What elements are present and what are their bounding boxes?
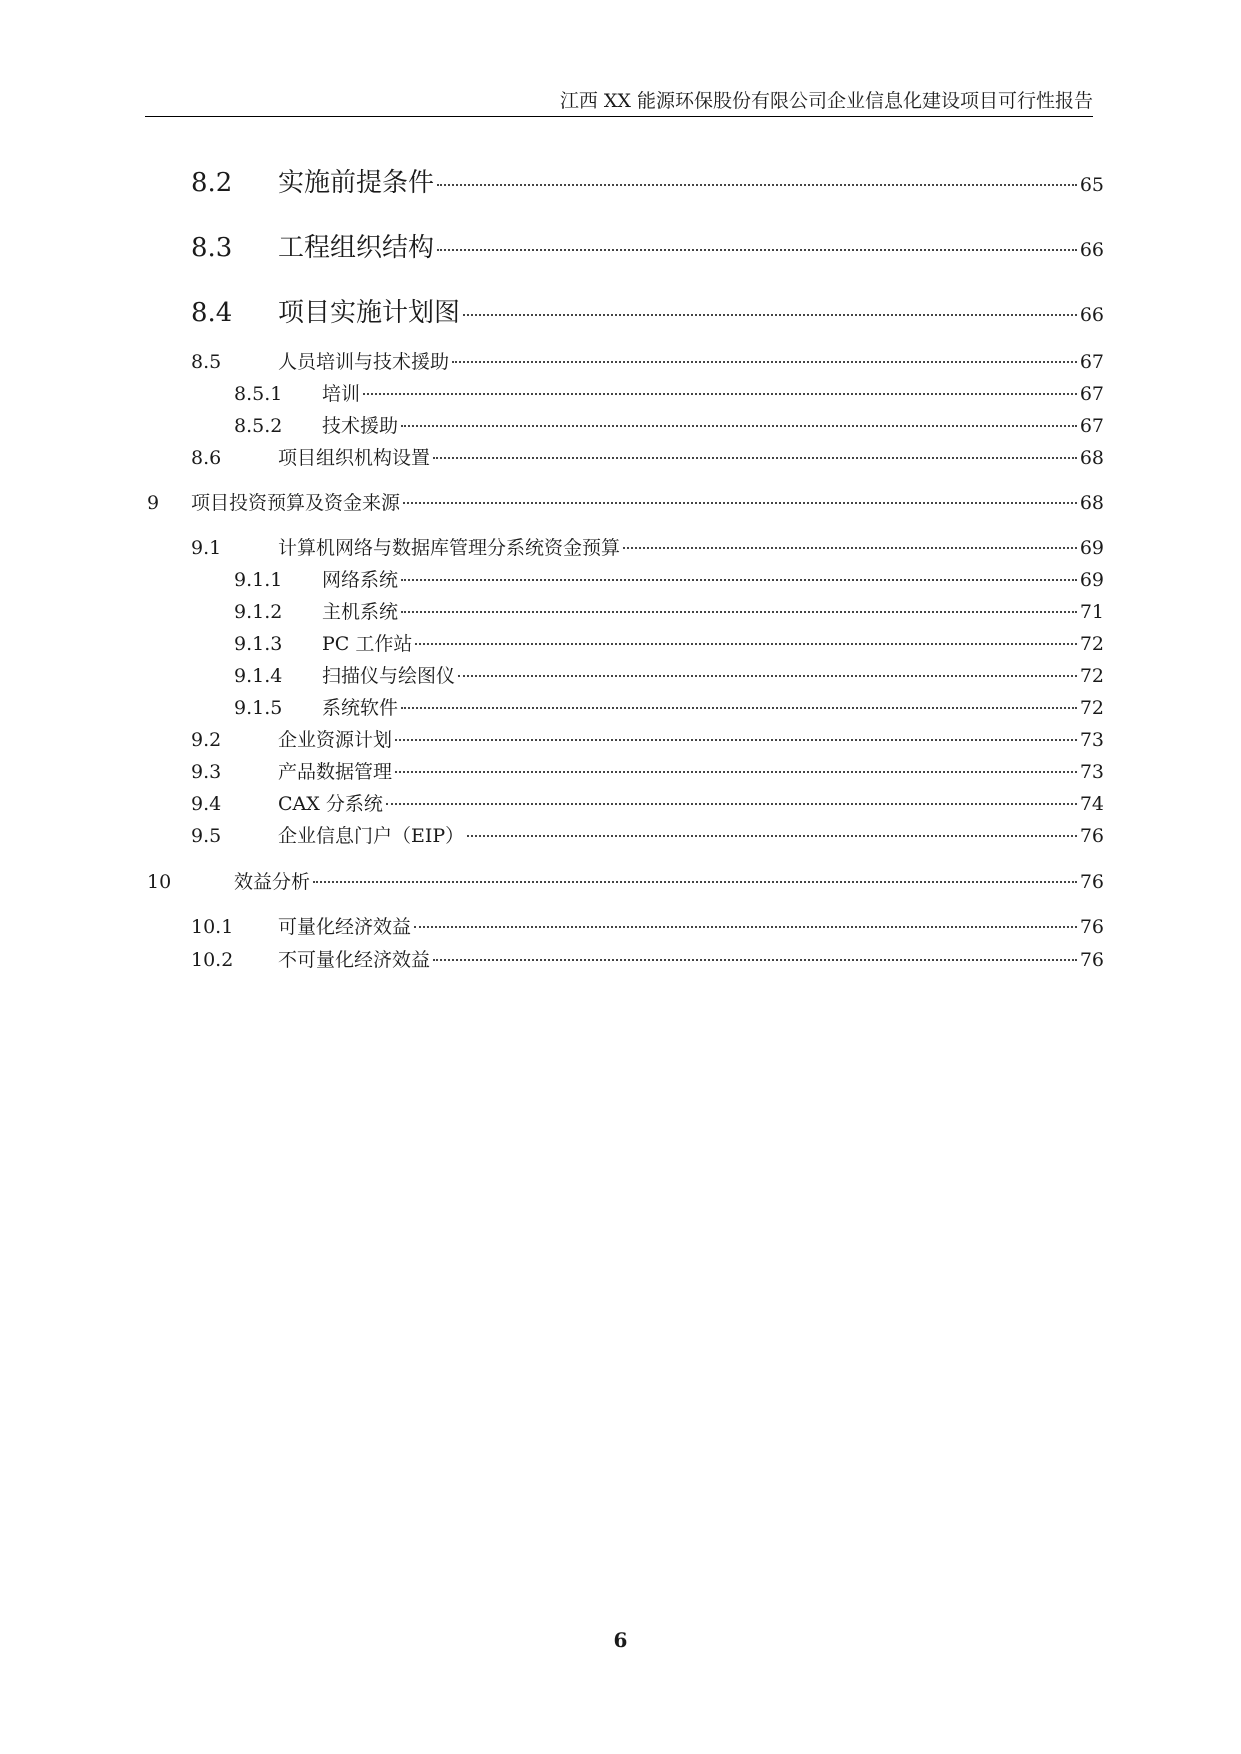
toc-entry-page: 76 — [1079, 825, 1104, 847]
toc-entry-page: 71 — [1079, 601, 1104, 623]
toc-entry-number: 8.5.1 — [234, 383, 283, 405]
toc-entry-title: 计算机网络与数据库管理分系统资金预算 — [278, 537, 621, 559]
toc-entry[interactable] — [0, 443, 1241, 473]
toc-entry-title: 企业信息门户（EIP） — [278, 825, 465, 847]
toc-dot-leader — [467, 835, 1077, 837]
toc-entry-title: 技术援助 — [322, 415, 399, 437]
toc-entry-page: 73 — [1079, 761, 1104, 783]
toc-entry-number: 8.5 — [191, 351, 222, 373]
toc-entry[interactable] — [0, 912, 1241, 942]
toc-entry-page: 67 — [1079, 351, 1104, 373]
toc-dot-leader — [401, 579, 1077, 581]
toc-entry-page: 69 — [1079, 569, 1104, 591]
toc-entry[interactable] — [0, 488, 1241, 518]
toc-dot-leader — [414, 926, 1077, 928]
toc-dot-leader — [415, 643, 1076, 645]
toc-entry-number: 8.4 — [191, 298, 233, 328]
toc-entry-page: 66 — [1079, 304, 1104, 326]
toc-entry[interactable] — [0, 661, 1241, 691]
toc-entry-title: 可量化经济效益 — [278, 916, 412, 938]
toc-entry-number: 9 — [147, 492, 160, 514]
toc-entry-number: 8.5.2 — [234, 415, 283, 437]
toc-entry[interactable] — [0, 168, 1241, 198]
toc-dot-leader — [395, 739, 1077, 741]
toc-entry-number: 8.3 — [191, 233, 233, 263]
toc-dot-leader — [395, 771, 1077, 773]
toc-entry-title: 项目实施计划图 — [278, 298, 461, 328]
toc-entry-number: 9.1 — [191, 537, 222, 559]
toc-entry-title: 人员培训与技术援助 — [278, 351, 450, 373]
toc-entry[interactable] — [0, 411, 1241, 441]
toc-entry-number: 9.2 — [191, 729, 222, 751]
toc-entry-page: 66 — [1079, 239, 1104, 261]
toc-entry-title: 产品数据管理 — [278, 761, 393, 783]
toc-entry-title: 系统软件 — [322, 697, 399, 719]
toc-dot-leader — [401, 425, 1077, 427]
toc-entry-number: 9.3 — [191, 761, 222, 783]
toc-entry[interactable] — [0, 347, 1241, 377]
toc-entry-title: 主机系统 — [322, 601, 399, 623]
toc-entry[interactable] — [0, 725, 1241, 755]
toc-entry-number: 9.1.5 — [234, 697, 283, 719]
toc-dot-leader — [437, 184, 1077, 186]
toc-entry[interactable] — [0, 945, 1241, 975]
toc-dot-leader — [458, 675, 1077, 677]
toc-entry-page: 76 — [1079, 916, 1104, 938]
toc-entry-page: 74 — [1079, 793, 1104, 815]
toc-entry-number: 9.5 — [191, 825, 222, 847]
toc-entry-title: CAX 分系统 — [278, 793, 383, 815]
toc-dot-leader — [401, 707, 1077, 709]
toc-entry-title: 企业资源计划 — [278, 729, 393, 751]
toc-entry[interactable] — [0, 867, 1241, 897]
toc-entry-page: 76 — [1079, 871, 1104, 893]
header-title: 江西 XX 能源环保股份有限公司企业信息化建设项目可行性报告 — [559, 90, 1093, 112]
toc-entry[interactable] — [0, 629, 1241, 659]
toc-dot-leader — [313, 881, 1077, 883]
toc-entry-page: 65 — [1079, 174, 1104, 196]
toc-entry-title: 效益分析 — [234, 871, 311, 893]
toc-entry-page: 72 — [1079, 633, 1104, 655]
toc-dot-leader — [401, 611, 1077, 613]
toc-dot-leader — [452, 361, 1077, 363]
toc-entry[interactable] — [0, 693, 1241, 723]
toc-entry[interactable] — [0, 789, 1241, 819]
toc-entry-title: 项目组织机构设置 — [278, 447, 431, 469]
toc-entry-page: 72 — [1079, 697, 1104, 719]
toc-entry-title: PC 工作站 — [322, 633, 413, 655]
toc-entry[interactable] — [0, 821, 1241, 851]
toc-entry-number: 9.1.1 — [234, 569, 283, 591]
toc-dot-leader — [433, 959, 1077, 961]
toc-entry-number: 9.1.2 — [234, 601, 283, 623]
toc-entry[interactable] — [0, 597, 1241, 627]
toc-dot-leader — [623, 547, 1077, 549]
toc-entry-title: 扫描仪与绘图仪 — [322, 665, 456, 687]
toc-entry-title: 不可量化经济效益 — [278, 949, 431, 971]
toc-dot-leader — [403, 502, 1077, 504]
toc-entry[interactable] — [0, 533, 1241, 563]
toc-entry-page: 67 — [1079, 415, 1104, 437]
toc-entry[interactable] — [0, 757, 1241, 787]
toc-dot-leader — [433, 457, 1077, 459]
toc-entry-page: 76 — [1079, 949, 1104, 971]
toc-entry-title: 项目投资预算及资金来源 — [191, 492, 401, 514]
toc-dot-leader — [463, 314, 1077, 316]
toc-entry-title: 网络系统 — [322, 569, 399, 591]
toc-entry-page: 68 — [1079, 492, 1104, 514]
toc-dot-leader — [386, 803, 1077, 805]
toc-entry-number: 10.1 — [191, 916, 234, 938]
toc-entry-number: 8.6 — [191, 447, 222, 469]
toc-entry[interactable] — [0, 233, 1241, 263]
toc-dot-leader — [437, 249, 1077, 251]
toc-entry-number: 9.4 — [191, 793, 222, 815]
toc-entry-page: 69 — [1079, 537, 1104, 559]
toc-entry-page: 67 — [1079, 383, 1104, 405]
toc-entry-title: 实施前提条件 — [278, 168, 435, 198]
toc-entry-title: 培训 — [322, 383, 361, 405]
toc-entry[interactable] — [0, 298, 1241, 328]
toc-entry-number: 9.1.4 — [234, 665, 283, 687]
toc-entry-number: 10.2 — [191, 949, 234, 971]
toc-entry[interactable] — [0, 565, 1241, 595]
toc-entry[interactable] — [0, 379, 1241, 409]
toc-entry-page: 72 — [1079, 665, 1104, 687]
toc-entry-number: 10 — [147, 871, 172, 893]
page-number: 6 — [613, 1628, 628, 1652]
toc-entry-page: 68 — [1079, 447, 1104, 469]
toc-entry-title: 工程组织结构 — [278, 233, 435, 263]
toc-dot-leader — [363, 393, 1077, 395]
toc-entry-page: 73 — [1079, 729, 1104, 751]
toc-entry-number: 9.1.3 — [234, 633, 283, 655]
toc-entry-number: 8.2 — [191, 168, 233, 198]
